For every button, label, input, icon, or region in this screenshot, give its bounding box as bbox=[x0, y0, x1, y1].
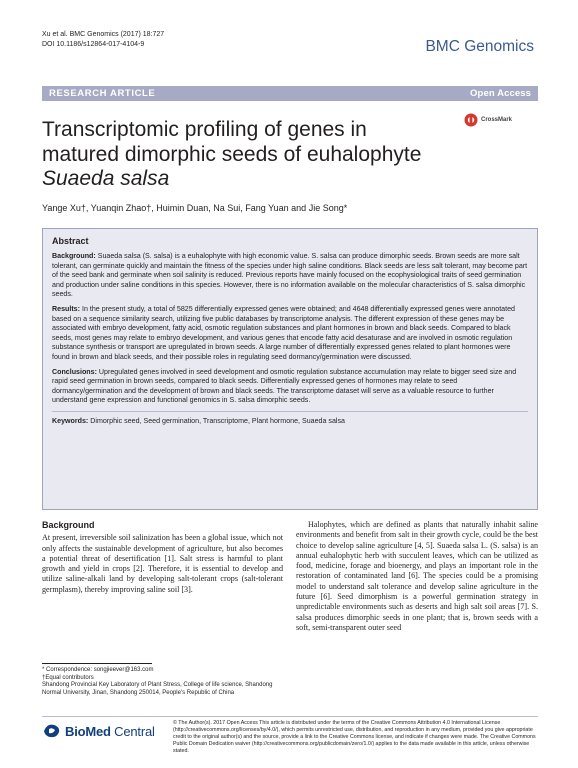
author-list: Yange Xu†, Yuanqin Zhao†, Huimin Duan, Na Sui, Fang Yuan and Jie Song* bbox=[42, 203, 348, 213]
citation-block bbox=[42, 30, 164, 49]
abstract-keywords bbox=[52, 417, 528, 427]
crossmark-label: CrossMark bbox=[481, 117, 513, 123]
conclusions-label: Conclusions: bbox=[52, 367, 97, 376]
footnote-rule bbox=[42, 663, 152, 664]
body-paragraph-right: Halophytes, which are defined as plants that naturally inhabit saline environments and benefit from salt in their growth cycle, could be the best choice to develop saline agriculture [4, 5]. Suaeda salsa L. (S. salsa) is an annual euhalophytic herb with succulent leaves, which can be utilized as food, medicine, forage and bioenergy, and plays an important role in the restoration of contaminated land [6]. The species could be a promising model to understand salt tolerance and develop saline agriculture in the future [6]. Seed dimorphism is a powerful germination strategy in unpredictable environments such as deserts and high salt soil areas [7]. S. salsa produces dimorphic seeds in one plant; that is, brown seeds with a soft, semi-transparent outer seed bbox=[296, 520, 538, 632]
body-column-left bbox=[42, 520, 283, 595]
abstract-results bbox=[52, 305, 528, 363]
biomed-logo-icon bbox=[42, 722, 62, 740]
results-label: Results: bbox=[52, 304, 80, 313]
species-name: Suaeda salsa bbox=[42, 167, 170, 190]
background-label: Background: bbox=[52, 252, 96, 260]
citation-line: Xu et al. BMC Genomics (2017) 18:727 bbox=[42, 31, 165, 38]
abstract-conclusions bbox=[52, 368, 528, 406]
footnotes bbox=[42, 663, 283, 697]
title-line-2: matured dimorphic seeds of euhalophyte bbox=[42, 142, 422, 166]
abstract-box bbox=[42, 228, 538, 510]
conclusions-text: Upregulated genes involved in seed development and osmotic regulation substance accumulation may relate to bigger seed size and rapid seed germination in brown seeds, compared to black seeds. Differentially expressed genes of hormones may relate to seed dormancy/germination and the development of brown and black seeds. The transcriptome dataset will serve as a valuable resource to further understand gene expression and functional genomics in S. salsa dimorphic seeds. bbox=[52, 367, 517, 405]
background-text: Suaeda salsa (S. salsa) is a euhalophyte with high economic value. S. salsa can produce dimorphic seeds. Brown seeds are more salt tolerant, can germinate quickly and maintain the fitness of the species under high saline conditions. Black seeds are less salt tolerant, may become part of the seed bank and germinate when soil salinity is reduced. Previous reports have mainly focused on the ecophysiological traits of seed germination and production under saline conditions in this species. However, there is no information available on the molecular characteristics of S. salsa dimorphic seeds. bbox=[52, 252, 528, 299]
article-type-label: RESEARCH ARTICLE bbox=[49, 88, 156, 99]
body-paragraph-left: At present, irreversible soil salinization has been a global issue, which not only affects the sustainable development of agriculture, but also becomes a potential threat of desertification [1]. Salt stress is harmful to plant growth and yield in crops [2]. Therefore, it is essential to develop and utilize saline-alkali land by developing salt-tolerant crops (salt-tolerant germplasm), thereby improving saline soil [3]. bbox=[42, 533, 283, 594]
affiliation-note: Shandong Provincial Key Laboratory of Plant Stress, College of life science, Shandong Normal University, Jinan, Shandong 250014, People's Republic of China bbox=[42, 682, 273, 696]
license-text: © The Author(s). 2017 Open Access This article is distributed under the terms of the Creative Commons Attribution 4.0 International License (http://creativecommons.org/licenses/by/4.0/), which permits unrestricted use, distribution, and reproduction in any medium, provided you give appropriate credit to the original author(s) and the source, provide a link to the Creative Commons license, and indicate if changes were made. The Creative Commons Public Domain Dedication waiver (http://creativecommons.org/publicdomain/zero/1.0/) applies to the data made available in this article, unless otherwise stated. bbox=[173, 720, 536, 755]
doi-line: DOI 10.1186/s12864-017-4104-9 bbox=[42, 40, 145, 48]
article-type-banner bbox=[42, 86, 538, 101]
background-heading: Background bbox=[42, 520, 95, 530]
bottom-divider bbox=[42, 716, 538, 717]
keywords-text: Dimorphic seed, Seed germination, Transcriptome, Plant hormone, Suaeda salsa bbox=[90, 416, 345, 425]
article-title bbox=[42, 118, 452, 192]
abstract-background bbox=[52, 252, 528, 300]
abstract-heading: Abstract bbox=[52, 236, 89, 246]
crossmark-badge[interactable] bbox=[464, 113, 512, 127]
crossmark-icon bbox=[464, 113, 478, 127]
abstract-divider bbox=[52, 411, 528, 412]
keywords-label: Keywords: bbox=[52, 416, 89, 425]
title-line-1: Transcriptomic profiling of genes in bbox=[42, 118, 367, 141]
correspondence-note: * Correspondence: songjieever@163.com bbox=[42, 667, 154, 673]
title-line-3 bbox=[42, 167, 452, 192]
equal-contrib-note: †Equal contributors bbox=[42, 674, 94, 681]
logo-text bbox=[65, 724, 155, 739]
journal-name: BMC Genomics bbox=[425, 38, 534, 55]
results-text: In the present study, a total of 5825 differentially expressed genes were obtained; and 4648 differentially expressed genes were annotated based on a sequence similarity search, utilizing five public databases by transcriptome analysis. The different expression of these genes may be associated with embryo development, fatty acid, osmotic regulation substances and plant hormones in brown and black seeds. Compared to black seeds, most genes may relate to embryo development, and various genes that encode fatty acid desaturase and are involved in osmotic regulation substance synthesis or transport are upregulated in brown seeds. A large number of differentially expressed genes related to plant hormones were found in brown and black seeds, and their possible roles in regulating seed dormancy/germination were discussed. bbox=[52, 304, 515, 361]
open-access-label: Open Access bbox=[470, 88, 531, 99]
body-column-right bbox=[296, 520, 538, 633]
biomed-central-logo bbox=[42, 722, 155, 740]
logo-light: Central bbox=[114, 723, 155, 739]
logo-bold: BioMed bbox=[65, 723, 111, 739]
